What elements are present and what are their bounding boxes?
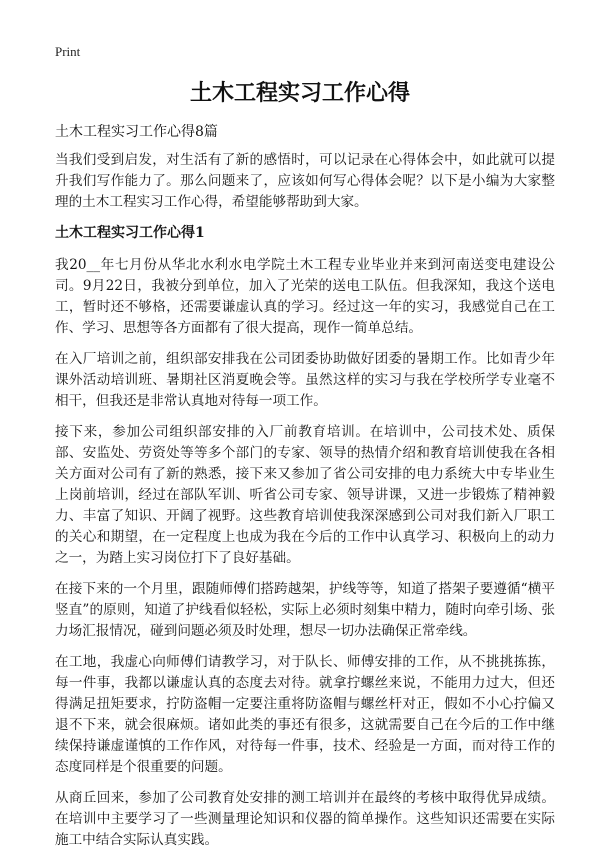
intro-paragraph: 当我们受到启发，对生活有了新的感悟时，可以记录在心得体会中，如此就可以提升我们写作能力了。那么问题来了，应该如何写心得体会呢？以下是小编为大家整理的土木工程实习工作心得，希望能够帮助到大家。 — [55, 152, 555, 210]
document-subtitle: 土木工程实习工作心得8篇 — [55, 124, 218, 140]
body-paragraph: 在接下来的一个月里，跟随师傅们搭跨越架，护线等等，知道了搭架子要遵循“横平竖直”的原则，知道了护线看似轻松，实际上必须时刻集中精力，随时向牵引场、张力场汇报情况，碰到问题必须及时处理，想尽一切办法确保正常牵线。 — [55, 581, 555, 639]
body-paragraph: 从商丘回来，参加了公司教育处安排的测工培训并在最终的考核中取得优异成绩。在培训中主要学习了一些测量理论知识和仪器的简单操作。这些知识还需要在实际施工中结合实际认真实践。 — [55, 790, 555, 848]
section-heading: 土木工程实习工作心得1 — [55, 225, 205, 241]
page-title: 土木工程实习工作心得 — [189, 80, 410, 106]
article-body — [55, 150, 555, 861]
body-paragraph: 在入厂培训之前，组织部安排我在公司团委协助做好团委的暑期工作。比如青少年课外活动培训班、暑期社区消夏晚会等。虽然这样的实习与我在学校所学专业毫不相干，但我还是非常认真地对待每一项工作。 — [55, 351, 555, 409]
body-paragraph: 接下来，参加公司组织部安排的入厂前教育培训。在培训中，公司技术处、质保部、安监处、劳资处等等多个部门的专家、领导的热情介绍和教育培训使我在各相关方面对公司有了新的熟悉，接下来又参加了省公司安排的电力系统大中专毕业生上岗前培训，经过在部队军训、听省公司专家、领导讲课，又进一步锻炼了精神毅力、丰富了知识、开阔了视野。这些教育培训使我深深感到公司对我们新入厂职工的关心和期望，在一定程度上也成为我在今后的工作中认真学习、积极向上的动力之一，为踏上实习岗位打下了良好基础。 — [55, 424, 555, 566]
body-paragraph: 在工地，我虚心向师傅们请教学习，对于队长、师傅安排的工作，从不挑挑拣拣，每一件事，我都以谦虚认真的态度去对待。就拿拧螺丝来说，不能用力过大，但还得满足扭矩要求，拧防盗帽一定要注重将防盗帽与螺丝杆对正，假如不小心拧偏又退不下来，就会很麻烦。诸如此类的事还有很多，这就需要自己在今后的工作中继续保持谦虚谨慎的工作作风，对待每一件事，技术、经验是一方面，而对待工作的态度同样是个很重要的问题。 — [55, 654, 555, 775]
body-paragraph: 我20__年七月份从华北水利水电学院土木工程专业毕业并来到河南送变电建设公司。9月22日，我被分到单位，加入了光荣的送电工队伍。但我深知，我这个送电工，暂时还不够格，还需要谦虚认真的学习。经过这一年的实习，我感觉自己在工作、学习、思想等各方面都有了很大提高，现作一简单总结。 — [55, 257, 555, 336]
print-link[interactable]: Print — [55, 44, 81, 59]
